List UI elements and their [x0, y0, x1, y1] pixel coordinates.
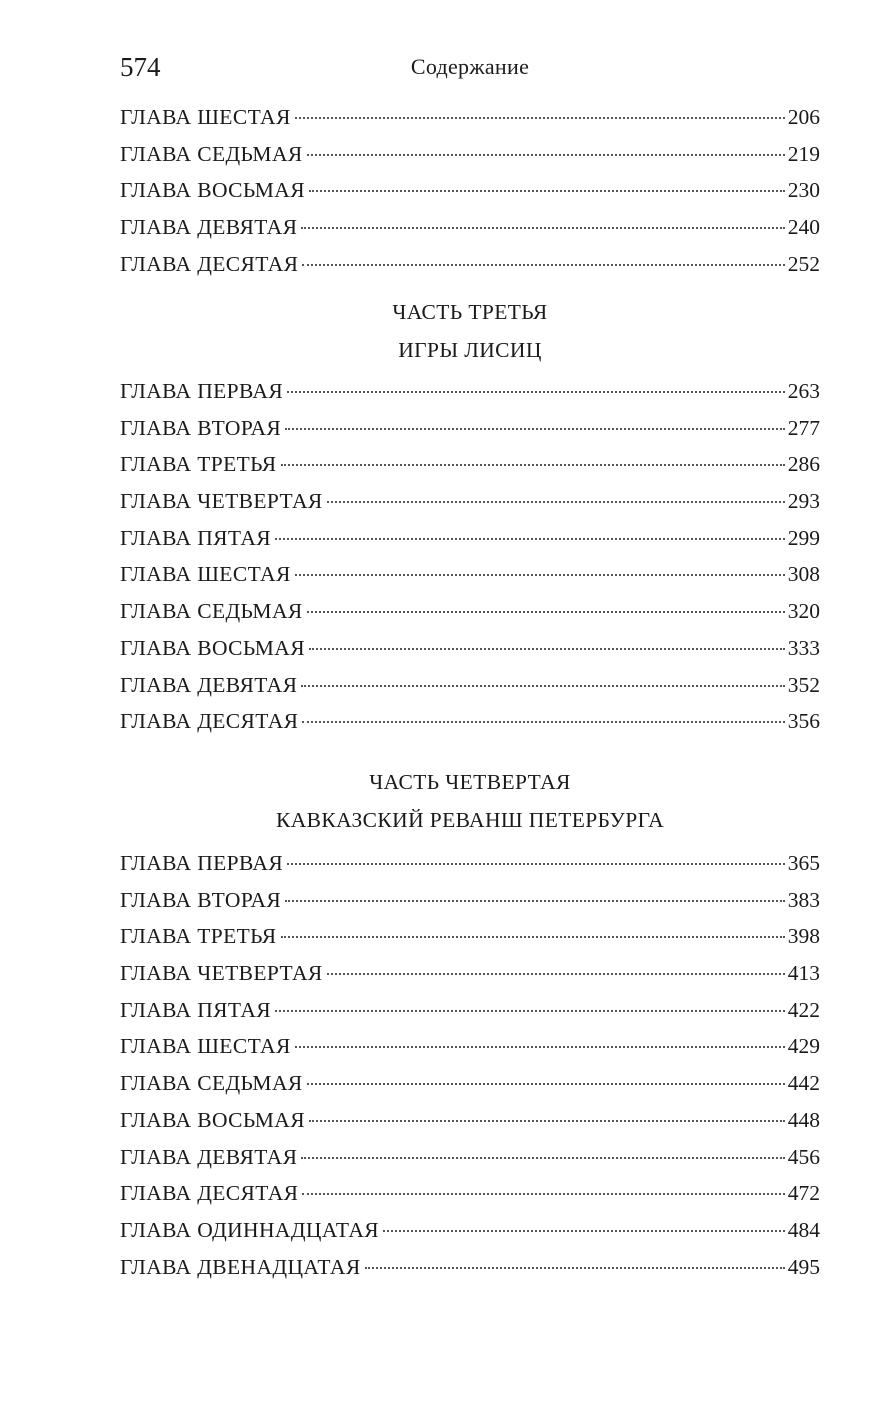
toc-group-previous-part: [120, 99, 820, 282]
toc-entry: [120, 99, 820, 136]
dot-leader: [301, 226, 784, 229]
page-ref: 252: [787, 251, 820, 276]
toc-entry: [120, 1102, 820, 1139]
chapter-title: ГЛАВА СЕДЬМАЯ: [120, 141, 303, 166]
toc-entry: [120, 410, 820, 447]
toc-entry: [120, 1139, 820, 1176]
dot-leader: [309, 1119, 785, 1122]
dot-leader: [281, 463, 785, 466]
running-title: Содержание: [410, 54, 530, 79]
toc-entry: [120, 246, 820, 283]
page-ref: 442: [787, 1071, 820, 1096]
toc-entry: [120, 630, 820, 667]
dot-leader: [327, 972, 785, 975]
chapter-title: ГЛАВА ВТОРАЯ: [120, 415, 282, 440]
toc-entry: [120, 955, 820, 992]
toc-entry: [120, 918, 820, 955]
chapter-title: ГЛАВА ПЯТАЯ: [120, 525, 272, 550]
toc-entry: [120, 1249, 820, 1286]
toc-entry: [120, 556, 820, 593]
chapter-title: ГЛАВА ШЕСТАЯ: [120, 562, 291, 587]
page-ref: 206: [787, 105, 820, 129]
toc-entry: [120, 882, 820, 919]
dot-leader: [365, 1266, 785, 1269]
dot-leader: [295, 1045, 785, 1048]
chapter-title: ГЛАВА ДЕСЯТАЯ: [120, 251, 299, 276]
dot-leader: [275, 537, 785, 540]
dot-leader: [301, 1156, 784, 1159]
toc-entry: [120, 172, 820, 209]
toc-entry: [120, 136, 820, 173]
toc-entry: [120, 992, 820, 1029]
page-ref: 333: [787, 635, 820, 660]
page-ref: 299: [787, 525, 820, 550]
part-three-heading-block: [120, 293, 820, 369]
page-ref: 456: [787, 1144, 820, 1169]
page-ref: 286: [787, 452, 820, 477]
page-ref: 308: [787, 562, 820, 587]
toc-entry: [120, 446, 820, 483]
dot-leader: [302, 720, 784, 723]
toc-entry: [120, 1028, 820, 1065]
toc-entry: [120, 703, 820, 740]
dot-leader: [307, 1082, 785, 1085]
chapter-title: ГЛАВА СЕДЬМАЯ: [120, 599, 303, 624]
page-ref: 495: [787, 1254, 820, 1279]
part-subtitle: КАВКАЗСКИЙ РЕВАНШ ПЕТЕРБУРГА: [275, 808, 665, 832]
toc-entry: [120, 667, 820, 704]
toc-entry: [120, 373, 820, 410]
page-ref: 429: [787, 1034, 820, 1059]
chapter-title: ГЛАВА ТРЕТЬЯ: [120, 924, 277, 949]
chapter-title: ГЛАВА ДЕВЯТАЯ: [120, 215, 298, 240]
dot-leader: [295, 573, 785, 576]
part-four-heading-block: [120, 763, 820, 839]
chapter-title: ГЛАВА ДЕСЯТАЯ: [120, 709, 299, 734]
chapter-title: ГЛАВА ЧЕТВЕРТАЯ: [120, 489, 323, 514]
toc-entry: [120, 845, 820, 882]
toc-entry: [120, 593, 820, 630]
running-head: [120, 50, 820, 84]
dot-leader: [307, 610, 785, 613]
toc-group-part-three: [120, 373, 820, 740]
dot-leader: [302, 263, 784, 266]
toc-entry: [120, 483, 820, 520]
page-ref: 472: [787, 1181, 820, 1206]
chapter-title: ГЛАВА ДЕВЯТАЯ: [120, 672, 298, 697]
chapter-title: ГЛАВА ПЕРВАЯ: [120, 379, 284, 403]
dot-leader: [327, 500, 785, 503]
dot-leader: [275, 1009, 785, 1012]
chapter-title: ГЛАВА ОДИННАДЦАТАЯ: [120, 1217, 379, 1242]
chapter-title: ГЛАВА СЕДЬМАЯ: [120, 1071, 303, 1096]
page-ref: 383: [787, 887, 820, 912]
page-ref: 448: [787, 1107, 820, 1132]
dot-leader: [287, 390, 785, 393]
dot-leader: [301, 684, 784, 687]
toc-entry: [120, 520, 820, 557]
page-ref: 219: [787, 141, 820, 166]
chapter-title: ГЛАВА ПЕРВАЯ: [120, 851, 284, 875]
page-ref: 365: [787, 851, 820, 875]
chapter-title: ГЛАВА ВТОРАЯ: [120, 887, 282, 912]
toc-group-part-four: [120, 845, 820, 1285]
dot-leader: [383, 1229, 785, 1232]
chapter-title: ГЛАВА ДЕВЯТАЯ: [120, 1144, 298, 1169]
chapter-title: ГЛАВА ВОСЬМАЯ: [120, 178, 305, 203]
chapter-title: ГЛАВА ШЕСТАЯ: [120, 1034, 291, 1059]
chapter-title: ГЛАВА ЧЕТВЕРТАЯ: [120, 961, 323, 986]
chapter-title: ГЛАВА ДЕСЯТАЯ: [120, 1181, 299, 1206]
page-ref: 422: [787, 997, 820, 1022]
toc-entry: [120, 1065, 820, 1102]
part-heading: ЧАСТЬ ЧЕТВЕРТАЯ: [369, 770, 571, 794]
page-ref: 277: [787, 415, 820, 440]
toc-entry: [120, 1175, 820, 1212]
chapter-title: ГЛАВА ВОСЬМАЯ: [120, 635, 305, 660]
page-ref: 413: [787, 961, 820, 986]
toc-entry: [120, 209, 820, 246]
page-ref: 230: [787, 178, 820, 203]
chapter-title: ГЛАВА ВОСЬМАЯ: [120, 1107, 305, 1132]
chapter-title: ГЛАВА ДВЕНАДЦАТАЯ: [120, 1254, 361, 1279]
page-ref: 263: [787, 379, 820, 403]
page-number: 574: [120, 52, 161, 82]
book-page: [120, 0, 820, 1424]
part-subtitle: ИГРЫ ЛИСИЦ: [398, 338, 542, 362]
dot-leader: [309, 647, 785, 650]
chapter-title: ГЛАВА ШЕСТАЯ: [120, 105, 291, 129]
dot-leader: [287, 862, 785, 865]
chapter-title: ГЛАВА ПЯТАЯ: [120, 997, 272, 1022]
chapter-title: ГЛАВА ТРЕТЬЯ: [120, 452, 277, 477]
page-ref: 293: [787, 489, 820, 514]
dot-leader: [307, 153, 785, 156]
dot-leader: [295, 116, 785, 119]
dot-leader: [309, 189, 785, 192]
dot-leader: [281, 935, 785, 938]
page-ref: 398: [787, 924, 820, 949]
toc-entry: [120, 1212, 820, 1249]
part-heading: ЧАСТЬ ТРЕТЬЯ: [392, 300, 548, 324]
page-ref: 484: [787, 1217, 820, 1242]
page-ref: 356: [787, 709, 820, 734]
dot-leader: [285, 427, 785, 430]
page-ref: 352: [787, 672, 820, 697]
page-ref: 320: [787, 599, 820, 624]
dot-leader: [285, 899, 785, 902]
dot-leader: [302, 1192, 784, 1195]
page-ref: 240: [787, 215, 820, 240]
